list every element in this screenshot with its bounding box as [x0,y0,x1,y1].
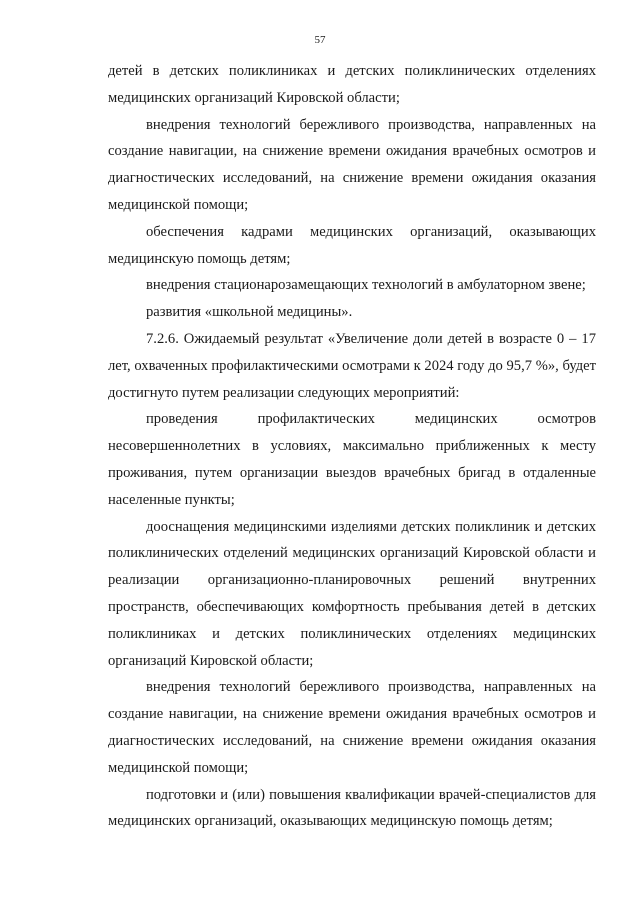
paragraph-lean-technologies-repeat: внедрения технологий бережливого производства, направленных на создание навигации, на снижение времени ожидания врачебных осмотров и диагностических исследований, на снижение времени ожидания оказания медицинской помощи; [108,679,596,776]
paragraph-preventive-exams: проведения профилактических медицинских осмотров несовершеннолетних в условиях, максимально приближенных к месту проживания, путем организации выездов врачебных бригад в отдаленные населенные пункты; [108,411,596,508]
paragraph-continuation: детей в детских поликлиниках и детских поликлинических отделениях медицинских организаций Кировской области; [108,63,596,106]
paragraph-inpatient-replacing: внедрения стационарозамещающих технологий в амбулаторном звене; [146,277,586,294]
paragraph-staffing: обеспечения кадрами медицинских организаций, оказывающих медицинскую помощь детям; [108,223,596,267]
paragraph-training: подготовки и (или) повышения квалификации врачей-специалистов для медицинских организаций, оказывающих медицинскую помощь детям; [108,786,596,830]
paragraph-school-medicine: развития «школьной медицины». [146,304,353,321]
paragraph-lean-technologies: внедрения технологий бережливого производства, направленных на создание навигации, на снижение времени ожидания врачебных осмотров и диагностических исследований, на снижение времени ожидания оказания медицинской помощи; [108,116,596,213]
document-body [108,58,596,835]
page-number: 57 [314,34,326,46]
paragraph-expected-result: 7.2.6. Ожидаемый результат «Увеличение доли детей в возрасте 0 – 17 лет, охваченных профилактическими осмотрами к 2024 году до 95,7 %», будет достигнуто путем реализации следующих мероприятий: [108,330,596,401]
paragraph-equipment: дооснащения медицинскими изделиями детских поликлиник и детских поликлинических отделений медицинских организаций Кировской области и реализации организационно-планировочных решений внутренних пространств, обеспечивающих комфортность пребывания детей в детских поликлиниках и детских поликлинических отделениях медицинских организаций Кировской области; [108,518,596,669]
